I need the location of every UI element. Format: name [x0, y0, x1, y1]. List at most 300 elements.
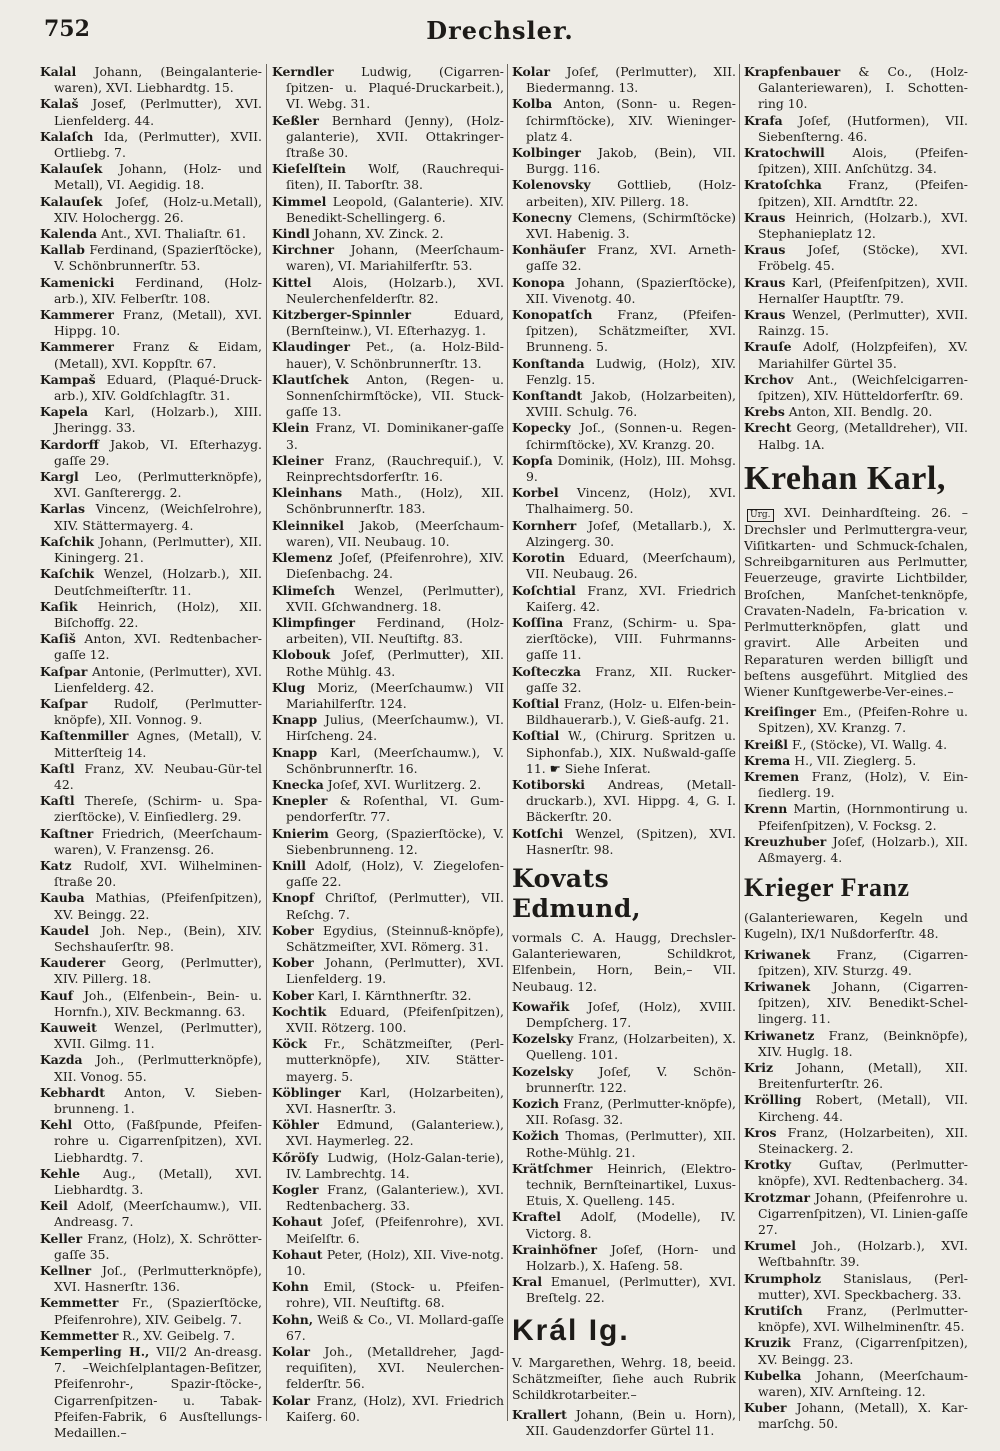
entry-details: Franz, (Perlmutter-knöpfe), XVI. Wilhelminenſtr. 45.	[758, 1303, 968, 1335]
entry-details: Ferdinand, (Holz-arb.), XIV. Felberſtr. 108.	[54, 274, 262, 306]
entry-details: Franz, VI. Dominikaner-gaſſe 3.	[286, 420, 504, 452]
entry-list	[512, 64, 736, 858]
entry-details: Chriſtof, (Perlmutter), VII. Reſchg. 7.	[286, 890, 504, 922]
entry-details: Johann, (Meerſchaum-waren), VI. Mariahilferſtr. 53.	[286, 242, 504, 274]
column-divider	[739, 64, 740, 1421]
directory-entry	[272, 890, 504, 922]
entry-name: Kehl	[40, 1117, 73, 1133]
entry-name: Kornherr	[512, 517, 577, 533]
directory-entry	[272, 420, 504, 452]
entry-details: Wenzel, (Spitzen), XVI. Hasnerſtr. 98.	[526, 825, 736, 857]
entry-details: Andreas, (Metall-druckarb.), XVI. Hippg. 4, G. I. Bäckerſtr. 20.	[526, 776, 736, 825]
directory-entry	[40, 194, 262, 226]
entry-name: Kožich	[512, 1128, 560, 1144]
entry-details: Anton, V. Sieben-brunneng. 1.	[54, 1084, 262, 1116]
entry-name: Kaſik	[40, 598, 78, 614]
directory-entry	[512, 1096, 736, 1128]
entry-name: Kochtik	[272, 1003, 327, 1019]
entry-details: Egydius, (Steinnuß-knöpfe), Schätzmeiſter, XVI. Römerg. 31.	[286, 922, 504, 954]
directory-entry	[744, 801, 968, 833]
directory-entry	[272, 485, 504, 517]
directory-entry	[744, 372, 968, 404]
entry-name: Klobouk	[272, 647, 331, 663]
entry-name: Keßler	[272, 112, 319, 128]
directory-entry	[512, 485, 736, 517]
entry-name: Karlas	[40, 501, 86, 517]
directory-entry	[40, 534, 262, 566]
entry-name: Klaudinger	[272, 339, 350, 355]
directory-entry	[272, 1393, 504, 1425]
entry-name: Krumpholz	[744, 1270, 822, 1286]
advert-name: Král Ig.	[512, 1313, 630, 1347]
entry-details: Friedrich, (Meerſchaum-waren), V. Franzensg. 26.	[54, 825, 262, 857]
entry-name: Kruzik	[744, 1335, 791, 1351]
entry-details: Joſef, XVI. Wurlitzerg. 2.	[323, 776, 482, 792]
directory-entry	[744, 1190, 968, 1239]
directory-entry	[744, 1271, 968, 1303]
page-number: 752	[44, 16, 90, 42]
entry-details: Ant., XVI. Thaliaſtr. 61.	[97, 226, 246, 242]
directory-entry	[40, 275, 262, 307]
entry-details: Georg, (Perlmutter), XIV. Pillerg. 18.	[54, 955, 262, 987]
entry-details: Robert, (Metall), VII. Kircheng. 44.	[758, 1092, 968, 1124]
advert-name: Krehan Karl,	[744, 459, 946, 497]
entry-name: Kraftel	[512, 1209, 561, 1225]
entry-details: Franz, (Perlmutter-knöpfe), XII. Roſasg. 32.	[526, 1095, 736, 1128]
entry-details: Franz, (Holz- u. Elfen-bein-Bildhauerarb.), V. Gieß-aufg. 21.	[526, 695, 736, 728]
directory-entry	[40, 96, 262, 128]
entry-list	[744, 947, 968, 1433]
entry-name: Klemenz	[272, 550, 333, 566]
entry-list	[512, 999, 736, 1307]
entry-name: Keil	[40, 1198, 68, 1214]
directory-entry	[512, 275, 736, 307]
directory-entry	[512, 356, 736, 388]
entry-details: Alois, (Holzarb.), XVI. Neulerchenfelderſtr. 82.	[286, 274, 504, 306]
column-2	[272, 64, 504, 1429]
entry-name: Kolbinger	[512, 145, 581, 161]
entry-details: Heinrich, (Holz), XII. Biſchoffg. 22.	[54, 598, 262, 630]
entry-name: Kral	[512, 1274, 543, 1290]
directory-entry	[512, 177, 736, 209]
directory-entry	[744, 704, 968, 736]
directory-entry	[40, 826, 262, 858]
entry-name: Kriz	[744, 1059, 774, 1075]
directory-entry	[744, 275, 968, 307]
directory-entry	[272, 226, 504, 242]
entry-details: Adolf, (Holz), V. Ziegelofen-gaſſe 22.	[286, 857, 504, 890]
entry-name: Krauſe	[744, 339, 792, 355]
entry-name: Krotky	[744, 1157, 792, 1173]
directory-entry	[512, 1064, 736, 1096]
directory-entry	[40, 1231, 262, 1263]
directory-entry	[272, 1344, 504, 1393]
entry-details: Eduard, (Meerſchaum), VII. Neubaug. 26.	[526, 550, 736, 582]
entry-details: Franz, (Cigarren-ſpitzen), XIV. Sturzg. 49.	[758, 946, 968, 978]
directory-entry	[512, 728, 736, 777]
directory-entry	[272, 453, 504, 485]
entry-details: Karl, (Meerſchaumw.), V. Schönbrunnerſtr. 16.	[286, 744, 504, 776]
entry-name: Kolar	[272, 1392, 311, 1408]
entry-details: H., VII. Zieglerg. 5.	[790, 752, 917, 768]
entry-details: Franz, (Holzarbeiten), XII. Steinackerg. 2.	[758, 1124, 968, 1156]
entry-name: Krafa	[744, 112, 783, 128]
entry-details: Johann, (Beingalanterie-waren), XVI. Liebhardtg. 15.	[54, 64, 262, 96]
advert-krehan	[744, 459, 968, 700]
entry-details: Emanuel, (Perlmutter), XVI. Breſtelg. 22.	[526, 1274, 736, 1306]
column-4	[744, 64, 968, 1432]
entry-details: Gottlieb, (Holz-arbeiten), XIV. Pillerg. 18.	[526, 177, 736, 209]
entry-name: Kotſchi	[512, 825, 564, 841]
entry-details: Joſef, (Metallarb.), X. Alzingerg. 30.	[526, 517, 736, 549]
directory-entry	[40, 1117, 262, 1166]
entry-name: Kemmetter	[40, 1327, 119, 1343]
directory-entry	[40, 1328, 262, 1344]
directory-entry	[272, 1117, 504, 1149]
entry-name: Knepler	[272, 793, 328, 809]
directory-entry	[272, 858, 504, 890]
entry-name: Krätſchmer	[512, 1160, 593, 1176]
entry-name: Kowařik	[512, 998, 570, 1014]
entry-details: Vincenz, (Holz), XVI. Thalhaimerg. 50.	[526, 485, 736, 517]
entry-details: W., (Chirurg. Spritzen u. Siphonfab.), XIX. Nußwald-gaſſe 11. ☛ Siehe Inſerat.	[526, 728, 736, 776]
directory-entry	[744, 307, 968, 339]
entry-details: Joh., (Metalldreher, Jagd-requiſiten), XVI. Neulerchen-felderſtr. 56.	[286, 1344, 504, 1392]
directory-entry	[40, 469, 262, 501]
entry-name: Konhäuſer	[512, 242, 586, 258]
advert-kral	[512, 1313, 736, 1404]
entry-name: Kammerer	[40, 339, 114, 355]
directory-entry	[272, 680, 504, 712]
entry-name: Kaſtner	[40, 825, 94, 841]
directory-entry	[40, 372, 262, 404]
entry-name: Kober	[272, 955, 314, 971]
directory-entry	[272, 113, 504, 162]
directory-entry	[272, 1036, 504, 1085]
entry-details: Franz, (Holz), X. Schrötter-gaſſe 35.	[54, 1230, 262, 1262]
directory-entry	[40, 129, 262, 161]
stamp-badge: Urg.	[747, 509, 774, 522]
directory-entry	[40, 761, 262, 793]
entry-details: Joh. Nep., (Bein), XIV. Sechshauſerſtr. 98.	[54, 922, 262, 954]
entry-details: Johann, (Bein u. Horn), XII. Gaudenzdorfer Gürtel 11.	[526, 1407, 736, 1439]
entry-details: Vincenz, (Weichſelrohre), XIV. Stättermayerg. 4.	[54, 501, 262, 533]
entry-details: Johann, (Perlmutter), XVI. Lienfelderg. 19.	[286, 955, 504, 987]
entry-name: Kohn,	[272, 1311, 314, 1327]
entry-name: Knopf	[272, 890, 315, 906]
entry-details: Alois, (Pfeifen-ſpitzen), XIII. Anſchützg. 34.	[758, 145, 968, 177]
entry-name: Konopa	[512, 274, 565, 290]
entry-details: Pet., (a. Holz-Bild-hauer), V. Schönbrunnerſtr. 13.	[286, 339, 504, 371]
directory-entry	[744, 145, 968, 177]
entry-details: Johann, (Cigarren-ſpitzen), XIV. Benedikt-Schel-lingerg. 11.	[758, 978, 968, 1027]
entry-details: Julius, (Meerſchaumw.), VI. Hirſcheng. 24.	[286, 712, 504, 744]
directory-entry	[40, 631, 262, 663]
directory-entry	[744, 1368, 968, 1400]
entry-name: Krotzmar	[744, 1189, 810, 1205]
entry-details: Ludwig, (Holz-Galan-terie), IV. Lambrechtg. 14.	[286, 1149, 504, 1181]
entry-details: Jakob, VI. Eſterhazyg. gaſſe 29.	[54, 436, 262, 468]
entry-details: Johann, XV. Zinck. 2.	[309, 226, 444, 242]
directory-entry	[744, 1060, 968, 1092]
entry-name: Kriwanek	[744, 946, 811, 962]
entry-details: Thereſe, (Schirm- u. Spa-zierſtöcke), V. Einſiedlerg. 29.	[54, 793, 262, 825]
directory-entry	[40, 339, 262, 371]
directory-entry	[40, 955, 262, 987]
directory-entry	[272, 518, 504, 550]
entry-details: Franz, XVI. Friedrich Kaiſerg. 42.	[526, 582, 736, 614]
entry-name: Kapela	[40, 404, 89, 420]
directory-entry	[744, 1335, 968, 1367]
entry-name: Knapp	[272, 744, 318, 760]
entry-details: Franz, (Holz), V. Ein-ſiedlerg. 19.	[758, 768, 968, 801]
entry-details: Johann, (Holz- und Metall), VI. Aegidig. 18.	[54, 161, 262, 193]
entry-details: Georg, (Spazierſtöcke), V. Siebenbrunneng. 12.	[286, 825, 504, 857]
entry-name: Kopecky	[512, 420, 571, 436]
entry-name: Koſtial	[512, 695, 560, 711]
entry-name: Köck	[272, 1036, 307, 1052]
entry-details: Moriz, (Meerſchaumw.) VII Mariahilferſtr. 124.	[286, 679, 504, 711]
entry-details: Joſef, (Horn- und Holzarb.), X. Haſeng. 58.	[526, 1241, 736, 1274]
entry-name: Kaſchik	[40, 533, 94, 549]
entry-name: Konopatſch	[512, 307, 593, 323]
directory-entry	[272, 1004, 504, 1036]
entry-details: Joh., (Elfenbein-, Bein- u. Hornfn.), XIV. Beckmanng. 63.	[54, 987, 262, 1019]
entry-details: Franz, (Rauchrequiſ.), V. Reinprechtsdorferſtr. 16.	[286, 452, 504, 485]
entry-name: Kuber	[744, 1400, 787, 1416]
entry-name: Kohn	[272, 1279, 309, 1295]
entry-details: Clemens, (Schirmſtöcke) XVI. Habenig. 3.	[526, 209, 736, 242]
entry-details: Fr., (Spazierſtöcke, Pfeifenrohre), XIV. Geibelg. 7.	[54, 1295, 262, 1327]
entry-details: Ludwig, (Cigarren-ſpitzen- u. Plaqué-Druckarbeit.), VI. Webg. 31.	[286, 64, 504, 112]
entry-name: Krallert	[512, 1407, 567, 1423]
entry-details: Stanislaus, (Perl-mutter), XVI. Speckbacherg. 33.	[758, 1270, 968, 1302]
entry-details: Joſ., (Perlmutterknöpfe), XVI. Hasnerſtr. 136.	[54, 1263, 262, 1295]
entry-name: Katz	[40, 857, 72, 873]
entry-name: Kauba	[40, 890, 85, 906]
entry-name: Krapfenbauer	[744, 64, 841, 79]
directory-entry	[512, 1209, 736, 1241]
directory-entry	[40, 1198, 262, 1230]
entry-details: Joſef, (Pfeifenrohre), XVI. Meiſelſtr. 6.	[286, 1214, 504, 1246]
directory-entry	[272, 1214, 504, 1246]
directory-entry	[744, 64, 968, 113]
entry-details: Joſ., (Sonnen-u. Regen-ſchirmſtöcke), XV. Kranzg. 20.	[526, 420, 736, 452]
entry-name: Kreuzhuber	[744, 833, 827, 849]
entry-details: Emil, (Stock- u. Pfeifen-rohre), VII. Neuſtiftg. 68.	[286, 1279, 504, 1311]
entry-name: Kohaut	[272, 1246, 323, 1262]
directory-entry	[272, 955, 504, 987]
entry-name: Koſſina	[512, 614, 564, 630]
column-3	[512, 64, 736, 1439]
entry-details: Joh., (Holzarb.), XVI. Weſtbahnſtr. 39.	[758, 1238, 968, 1270]
entry-name: Klein	[272, 420, 310, 436]
advert-text: V. Margarethen, Wehrg. 18, beeid. Schätzmeiſter, ſiehe auch Rubrik Schildkrotarbeiter.–	[512, 1354, 736, 1403]
directory-entry	[744, 1400, 968, 1432]
advert-name: Kovats Edmund,	[512, 863, 642, 923]
entry-name: Koſchtial	[512, 582, 576, 598]
entry-details: Bernhard (Jenny), (Holz-galanterie), XVII. Ottakringer-ſtraße 30.	[286, 112, 504, 161]
entry-name: Kober	[272, 987, 314, 1003]
entry-list	[744, 64, 968, 453]
entry-name: Kolba	[512, 96, 553, 112]
entry-details: Guſtav, (Perlmutter-knöpfe), XVI. Redtenbacherg. 34.	[758, 1157, 968, 1189]
entry-name: Kimmel	[272, 193, 327, 209]
entry-details: Wolf, (Rauchrequi-ſiten), II. Taborſtr. 38.	[286, 161, 504, 193]
entry-details: & Roſenthal, VI. Gum-pendorferſtr. 77.	[286, 793, 504, 825]
entry-details: Johann, (Pfeifenrohre u. Cigarrenſpitzen), VI. Linien-gaſſe 27.	[758, 1189, 968, 1237]
entry-name: Kubelka	[744, 1367, 802, 1383]
entry-name: Kalenda	[40, 226, 98, 242]
directory-entry	[40, 923, 262, 955]
entry-details: Weiß & Co., VI. Mollard-gaſſe 67.	[286, 1311, 504, 1343]
entry-details: Johann, (Meerſchaum-waren), XIV. Arnſteing. 12.	[758, 1367, 968, 1400]
entry-name: Krölling	[744, 1092, 802, 1108]
directory-entry	[40, 1052, 262, 1084]
entry-details: Eduard, (Pfeifenſpitzen), XVII. Rötzerg. 100.	[286, 1003, 504, 1035]
entry-details: Edmund, (Galanteriew.), XVI. Haymerleg. 22.	[286, 1117, 504, 1149]
directory-entry	[272, 550, 504, 582]
entry-details: Thomas, (Perlmutter), XII. Rothe-Mühlg. 21.	[526, 1128, 736, 1160]
entry-name: Kraus	[744, 274, 786, 290]
directory-entry	[40, 161, 262, 193]
entry-details: Franz, (Holz), XVI. Friedrich Kaiſerg. 60.	[286, 1392, 504, 1424]
entry-name: Kleinhans	[272, 485, 343, 501]
entry-name: Krainhöfner	[512, 1241, 598, 1257]
directory-entry	[512, 583, 736, 615]
directory-entry	[744, 177, 968, 209]
entry-name: Krecht	[744, 420, 792, 436]
column-1	[40, 64, 262, 1441]
entry-details: Wenzel, (Perlmutter), XVII. Gſchwandnerg. 18.	[286, 582, 504, 614]
entry-details: Jakob, (Bein), VII. Burgg. 116.	[526, 145, 736, 177]
entry-name: Kauf	[40, 987, 74, 1003]
entry-name: Kraus	[744, 209, 786, 225]
entry-name: Kardorff	[40, 436, 99, 452]
advert-body: XVI. Deinhardſteing. 26. –Drechsler und Perlmuttergra-veur, Viſitkarten- und Schmuck-ſchalen, Schreibgarnituren aus Perlmutter, Feuerzeuge, gravirte Lichtbilder, Broſchen, Manſchet-tenknöpfe, Cravaten-Nadeln, Fa-brication v. Perlmutterknöpfen, glatt und gravirt. Alle Arbeiten und Reparaturen werden billigſt und beſtens ausgeführt. Mitglied des Wiener Kunſtgewerbe-Ver-eines.–	[744, 504, 968, 699]
directory-entry	[744, 1238, 968, 1270]
directory-entry	[40, 793, 262, 825]
entry-details: Jakob, (Holzarbeiten), XVIII. Schulg. 76.	[526, 388, 736, 420]
entry-details: & Co., (Holz-Galanteriewaren), I. Schotten-ring 10.	[758, 64, 968, 112]
entry-details: Mathias, (Pfeifenſpitzen), XV. Beingg. 22.	[54, 890, 262, 922]
entry-list	[40, 64, 262, 1441]
entry-details: Otto, (Faßſpunde, Pfeifen-rohre u. Cigarrenſpitzen), XVI. Liebhardtg. 7.	[54, 1117, 262, 1165]
directory-entry	[512, 307, 736, 356]
entry-name: Kleiner	[272, 452, 324, 468]
directory-entry	[272, 1312, 504, 1344]
entry-name: Kober	[272, 922, 314, 938]
directory-entry	[744, 753, 968, 769]
entry-details: Joſef, (Pfeifenrohre), XIV. Dieſenbachg. 24.	[286, 550, 504, 582]
entry-details: Anton, (Sonn- u. Regen-ſchirmſtöcke), XIV. Wieninger-platz 4.	[526, 96, 736, 144]
directory-entry	[272, 1247, 504, 1279]
directory-entry	[512, 550, 736, 582]
entry-details: Josef, (Perlmutter), XVI. Lienfelderg. 44.	[54, 96, 262, 128]
directory-entry	[512, 453, 736, 485]
entry-name: Korbel	[512, 485, 559, 501]
directory-entry	[744, 947, 968, 979]
entry-name: Kallab	[40, 242, 85, 258]
directory-entry	[744, 1303, 968, 1335]
entry-details: Wenzel, (Perlmutter), XVII. Rainzg. 15.	[758, 307, 968, 339]
directory-entry	[512, 1242, 736, 1274]
entry-name: Köhler	[272, 1117, 319, 1133]
directory-entry	[512, 1274, 736, 1306]
directory-entry	[40, 1166, 262, 1198]
entry-details: Agnes, (Metall), V. Mitterſteig 14.	[54, 728, 262, 760]
entry-name: Kalaš	[40, 96, 79, 112]
directory-entry	[40, 728, 262, 760]
entry-name: Kratochwill	[744, 145, 825, 161]
entry-name: Kemperling H.,	[40, 1344, 150, 1360]
directory-entry	[744, 1028, 968, 1060]
directory-entry	[744, 1157, 968, 1189]
entry-details: Ferdinand, (Spazierſtöcke), V. Schönbrunnerſtr. 53.	[54, 242, 262, 274]
directory-entry	[512, 96, 736, 145]
directory-entry	[512, 664, 736, 696]
entry-name: Kolar	[272, 1344, 311, 1360]
advert-text: vormals C. A. Haugg, Drechsler-Galanteriewaren, Schildkrot, Elfenbein, Horn, Bein,– VII. Neubaug. 12.	[512, 929, 736, 994]
entry-details: VII/2 An-dreasg. 7. –Weichſelplantagen-Beſitzer, Pfeifenrohr-, Spazir-ſtöcke-, Cigarrenſpitzen- u. Tabak-Pfeifen-Fabrik, 6 Ausſtellungs-Medaillen.–	[54, 1344, 262, 1441]
directory-entry	[40, 1295, 262, 1327]
entry-name: Kohaut	[272, 1214, 323, 1230]
entry-name: Kotiborski	[512, 776, 585, 792]
entry-name: Kerndler	[272, 64, 334, 79]
directory-entry	[272, 1279, 504, 1311]
entry-details: Franz, (Beinknöpfe), XIV. Huglg. 18.	[758, 1027, 968, 1059]
entry-details: Rudolf, XVI. Wilhelminen-ſtraße 20.	[54, 857, 262, 890]
section-title: Drechsler.	[426, 16, 574, 45]
entry-details: Karl, (Pfeifenſpitzen), XVII. Hernalſer Hauptſtr. 79.	[758, 274, 968, 306]
entry-name: Kampaš	[40, 371, 96, 387]
entry-name: Kamenicki	[40, 274, 115, 290]
entry-name: Kreißl	[744, 736, 789, 752]
entry-name: Koſteczka	[512, 663, 581, 679]
directory-entry	[512, 145, 736, 177]
directory-entry	[744, 1092, 968, 1124]
directory-entry	[40, 696, 262, 728]
entry-name: Kaſtl	[40, 760, 75, 776]
directory-entry	[272, 161, 504, 193]
entry-name: Kammerer	[40, 307, 114, 323]
entry-details: Joſef, (Perlmutter), XII. Biedermanng. 13.	[526, 64, 736, 96]
entry-name: Kriwanek	[744, 978, 811, 994]
directory-entry	[512, 210, 736, 242]
directory-entry	[272, 1085, 504, 1117]
directory-entry	[272, 615, 504, 647]
directory-entry	[744, 834, 968, 866]
directory-entry	[512, 1407, 736, 1439]
entry-name: Kozelsky	[512, 1063, 574, 1079]
entry-details: F., (Stöcke), VI. Wallg. 4.	[788, 736, 948, 752]
entry-name: Krenn	[744, 801, 788, 817]
directory-entry	[272, 275, 504, 307]
advert-krieger	[744, 872, 968, 942]
entry-name: Kozelsky	[512, 1031, 574, 1047]
entry-name: Kalauſek	[40, 193, 103, 209]
entry-details: Karl, (Holzarb.), XIII. Jheringg. 33.	[54, 404, 262, 436]
entry-details: Aug., (Metall), XVI. Liebhardtg. 3.	[54, 1165, 262, 1198]
directory-entry	[512, 999, 736, 1031]
entry-name: Konſtanda	[512, 355, 585, 371]
entry-details: Heinrich, (Holzarb.), XVI. Stephanieplatz 12.	[758, 209, 968, 242]
entry-details: Eduard, (Plaqué-Druck-arb.), XIV. Goldſchlagſtr. 31.	[54, 371, 262, 404]
directory-entry	[40, 1085, 262, 1117]
directory-entry	[272, 712, 504, 744]
advert-text: (Galanteriewaren, Kegeln und Kugeln), IX/1 Nußdorferſtr. 48.	[744, 910, 968, 942]
entry-name: Kogler	[272, 1182, 319, 1198]
